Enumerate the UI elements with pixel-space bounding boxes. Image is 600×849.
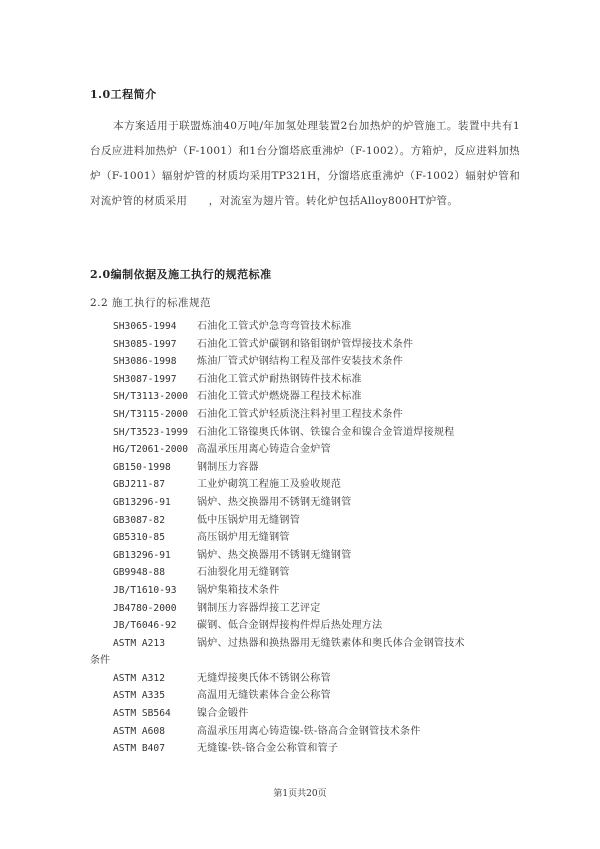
project-overview-paragraph: 本方案适用于联盟炼油40万吨/年加氢处理装置2台加热炉的炉管施工。装置中共有1台反应进料加热炉（F-1001）和1台分馏塔底重沸炉（F-1002）。方箱炉，反应进料加热炉（F-1001）辐射炉管的材质均采用TP321H，分馏塔底重沸炉（F-1002）辐射炉管和对流炉管的材质采用 ，对流室为翅片管。转化炉包括Alloy800HT炉管。: [90, 120, 520, 207]
standard-title: 高温用无缝铁素体合金公称管: [197, 690, 331, 702]
standard-item: [90, 441, 530, 459]
standard-title: 高温承压用离心铸造镍-铁-铬高合金钢管技术条件: [197, 725, 421, 737]
standard-code: GB9948-88: [113, 567, 165, 579]
standard-code: SH3085-1997: [113, 338, 177, 350]
standard-item: [90, 705, 530, 723]
standard-title: 钢制压力容器: [197, 461, 259, 473]
standards-list: [90, 318, 530, 758]
standard-code: ASTM SB564: [113, 708, 171, 720]
subsection-heading-standards: 2.2 施工执行的标准规范: [90, 297, 212, 309]
standard-code: ASTM A213: [113, 637, 165, 649]
standard-title: 石油化工管式炉耐热钢铸件技术标准: [197, 373, 362, 385]
standard-item: [90, 582, 530, 600]
standard-code: HG/T2061-2000: [113, 444, 189, 456]
standard-title: 高温承压用离心铸造合金炉管: [197, 444, 331, 456]
page-number-footer: 第1页共20页: [273, 789, 327, 799]
standard-title: 石油化工铬镍奥氏体钢、铁镍合金和镍合金管道焊接规程: [197, 426, 455, 438]
standard-title: 锅炉、热交换器用不锈钢无缝钢管: [197, 496, 352, 508]
standard-code: ASTM A335: [113, 690, 165, 702]
standard-code: ASTM A608: [113, 725, 165, 737]
standard-title: 钢制压力容器焊接工艺评定: [197, 602, 321, 614]
standard-title: 石油裂化用无缝钢管: [197, 567, 290, 579]
standard-code: SH/T3113-2000: [113, 391, 189, 403]
standard-title: 石油化工管式炉急弯弯管技术标准: [197, 321, 352, 332]
standard-code: GB5310-85: [113, 532, 165, 544]
standard-code: GB13296-91: [113, 549, 171, 561]
standard-code: SH3087-1997: [113, 373, 177, 385]
standard-title: 高压锅炉用无缝钢管: [197, 532, 290, 544]
standard-item: [90, 617, 530, 635]
standard-item: [90, 600, 530, 618]
standard-item: [90, 547, 530, 565]
standard-item: [90, 476, 530, 494]
standard-item: [90, 740, 530, 758]
standard-title: 镍合金锻件: [197, 708, 249, 720]
standard-item: [90, 353, 530, 371]
standard-item: [90, 723, 530, 741]
standard-code: ASTM B407: [113, 743, 165, 755]
standard-code: GB150-1998: [113, 461, 171, 473]
standard-code: JB4780-2000: [113, 602, 177, 614]
standard-title: 无缝镍-铁-铬合金公称管和管子: [197, 743, 339, 755]
standard-code: SH3065-1994: [113, 321, 177, 332]
standard-item: [90, 424, 530, 442]
standard-code: SH3086-1998: [113, 356, 177, 368]
section-heading-standards: 2.0编制依据及施工执行的规范标准: [90, 268, 272, 281]
standard-title-continuation: 条件: [90, 655, 110, 667]
standard-code: SH/T3523-1999: [113, 426, 189, 438]
standard-item: [90, 371, 530, 389]
standard-title: 无缝焊接奥氏体不锈钢公称管: [197, 672, 331, 684]
standard-item: [90, 494, 530, 512]
standard-item: [90, 670, 530, 688]
standard-item: [90, 459, 530, 477]
standard-code: SH/T3115-2000: [113, 408, 189, 420]
standard-item: [90, 336, 530, 354]
standard-title: 工业炉砌筑工程施工及验收规范: [197, 479, 342, 491]
standard-title: 石油化工管式炉燃烧器工程技术标准: [197, 391, 362, 403]
standard-code: ASTM A312: [113, 672, 165, 684]
standard-code: GB13296-91: [113, 496, 171, 508]
standard-item: [90, 529, 530, 547]
standard-title: 锅炉、过热器和换热器用无缝铁素体和奥氏体合金钢管技术: [197, 637, 465, 649]
standard-item: [90, 512, 530, 530]
standard-title: 炼油厂管式炉钢结构工程及部件安装技术条件: [197, 356, 403, 368]
standard-title: 碳钢、低合金钢焊接构件焊后热处理方法: [197, 620, 383, 632]
standard-title: 锅炉集箱技术条件: [197, 584, 280, 596]
standard-code: JB/T6046-92: [113, 620, 177, 632]
standard-title: 石油化工管式炉碳钢和铬钼钢炉管焊接技术条件: [197, 338, 414, 350]
standard-item: [90, 318, 530, 336]
section-heading-project-overview: 1.0工程简介: [90, 88, 157, 101]
standard-title: 低中压锅炉用无缝钢管: [197, 514, 300, 526]
standard-item: [90, 406, 530, 424]
standard-item: [90, 687, 530, 705]
standard-code: JB/T1610-93: [113, 584, 177, 596]
standard-title: 锅炉、热交换器用不锈钢无缝钢管: [197, 549, 352, 561]
standard-item: [90, 564, 530, 582]
standard-code: GB3087-82: [113, 514, 165, 526]
standard-item: [90, 388, 530, 406]
standard-item: [90, 635, 530, 653]
standard-title: 石油化工管式炉轻质浇注料衬里工程技术条件: [197, 408, 403, 420]
standard-code: GBJ211-87: [113, 479, 165, 491]
